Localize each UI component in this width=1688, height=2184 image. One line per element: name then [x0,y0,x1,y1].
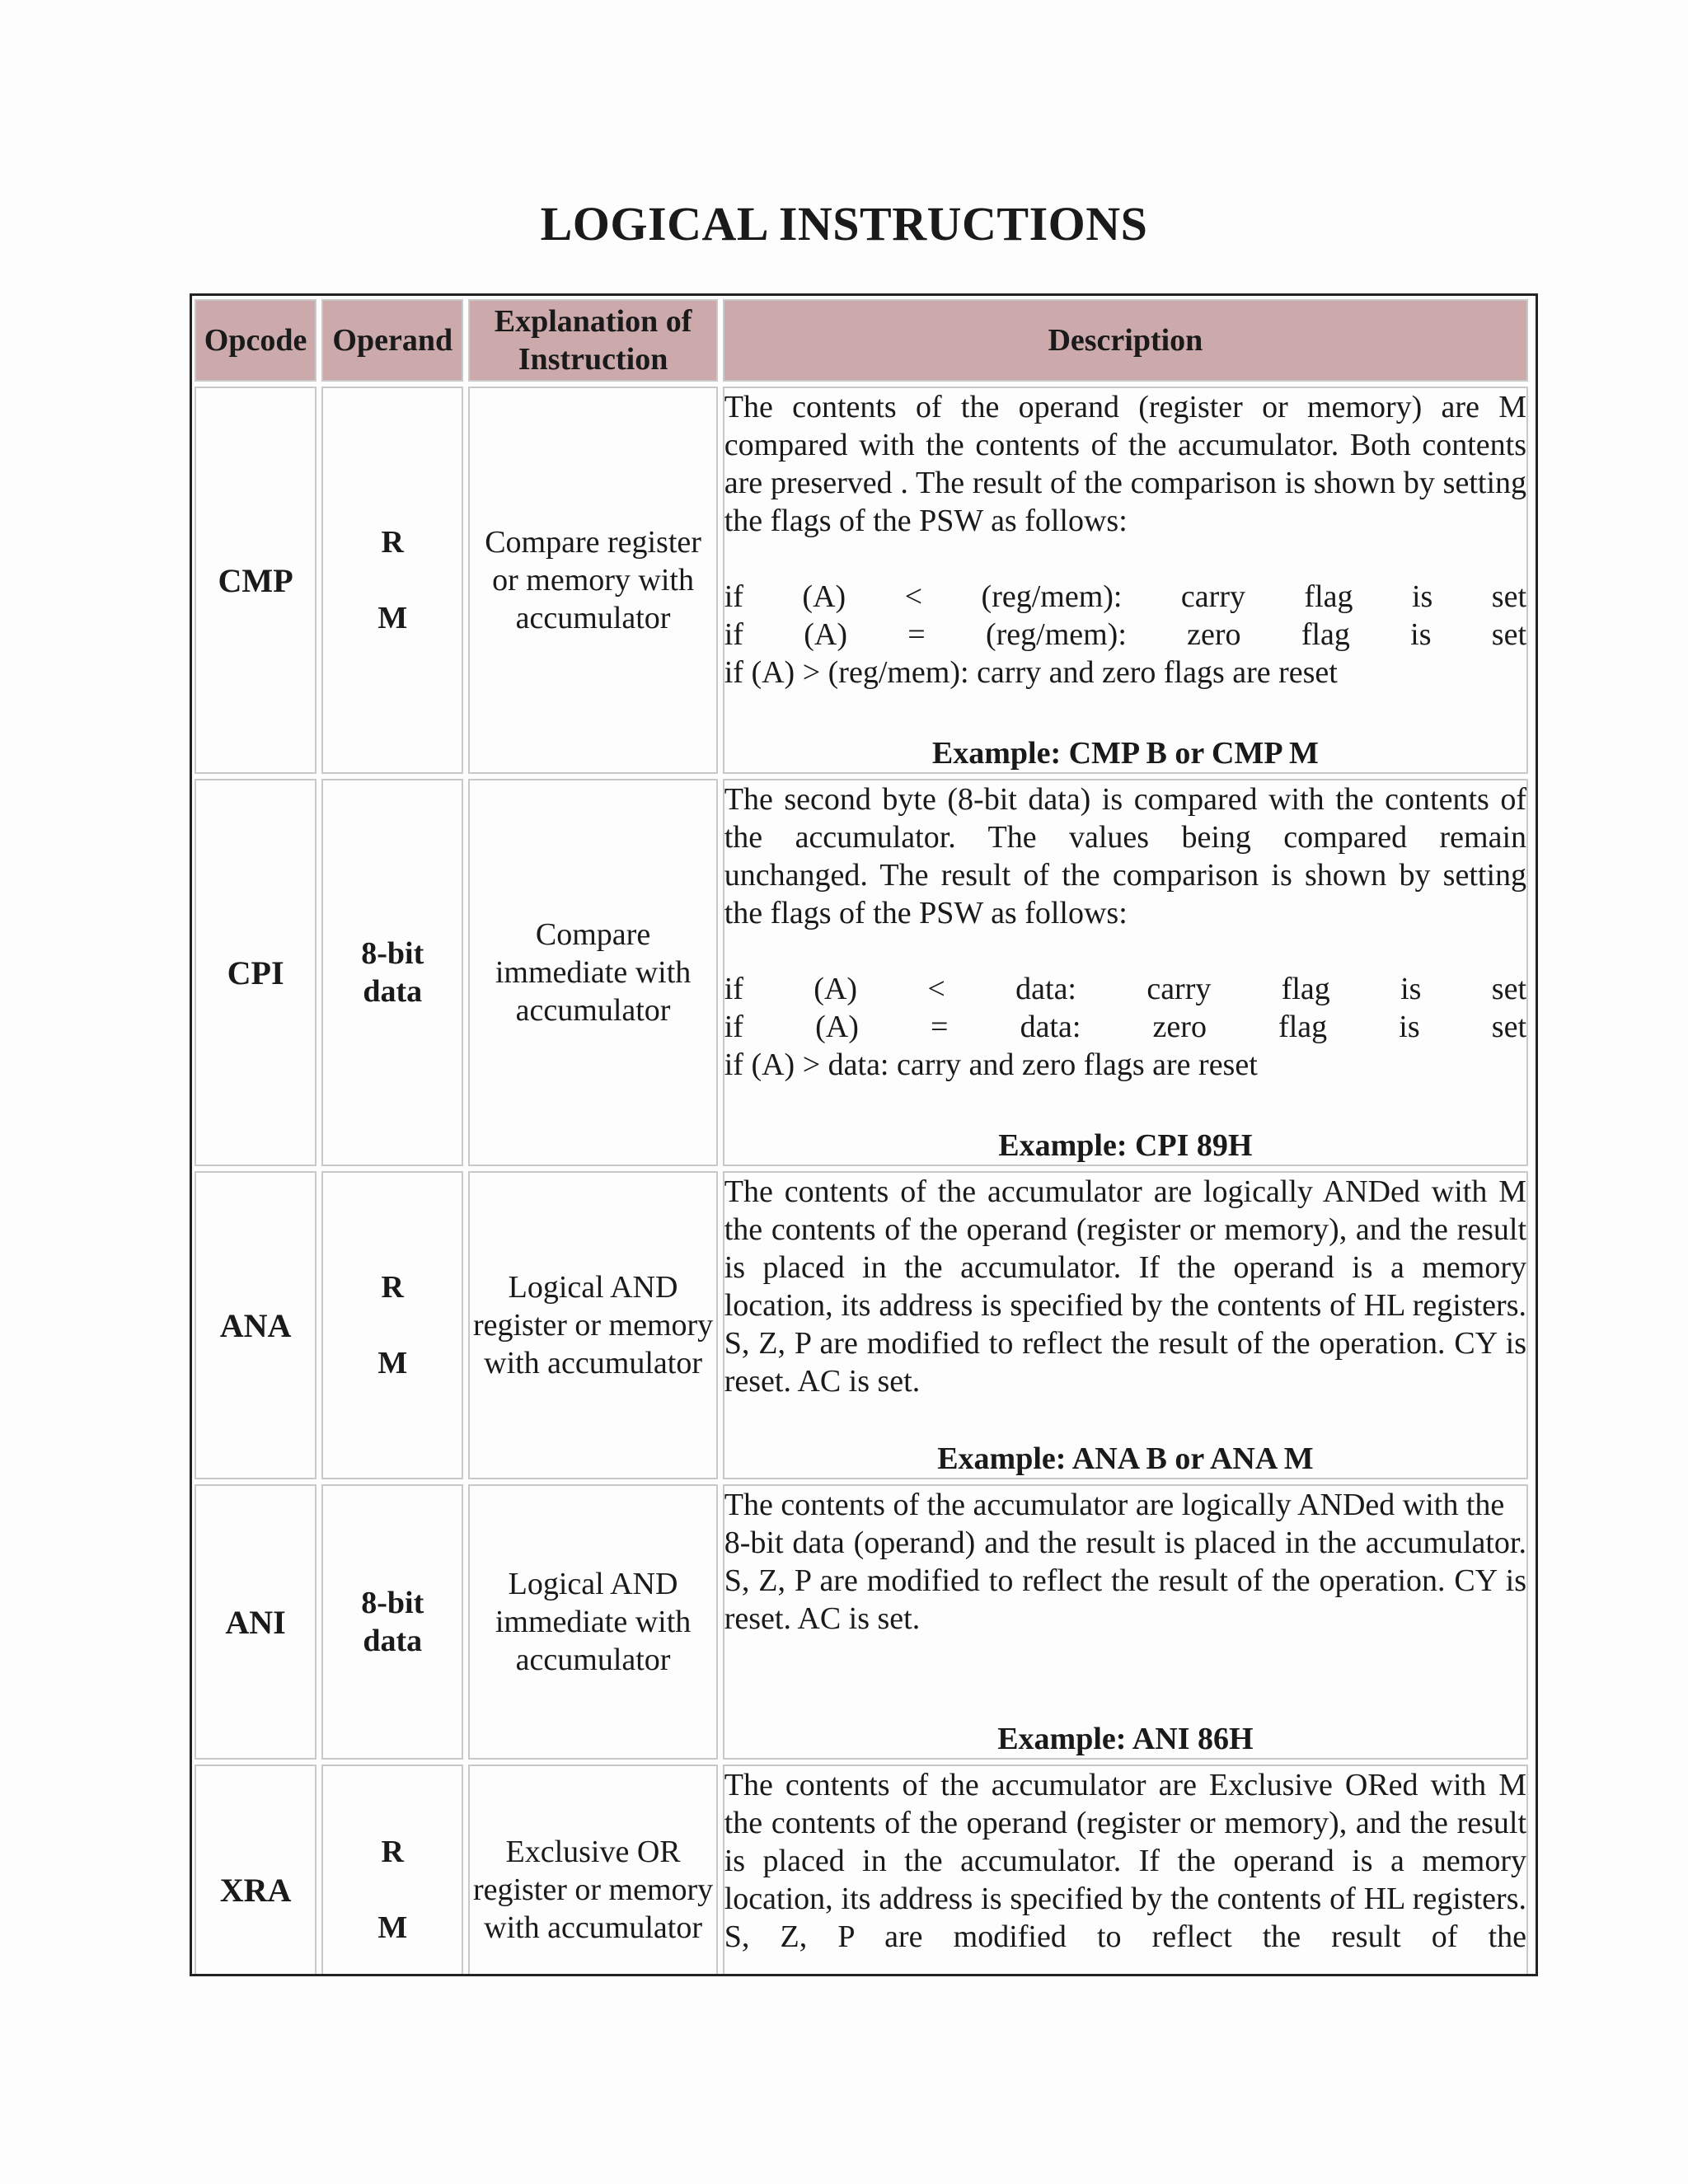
page-title: LOGICAL INSTRUCTIONS [540,197,1148,251]
description-cell [723,779,1528,1166]
flag-line: if (A) = (reg/mem): zero flag is set [724,617,1526,652]
explanation-cell: Compare immediate with accumulator [468,779,717,1166]
operand-cell [321,779,463,1166]
flag-line-last: if (A) > (reg/mem): carry and zero flags are reset [724,655,1338,690]
operand-line2: M [377,1346,408,1380]
description-text: 8-bit data (operand) and the result is placed in the accumulator. S, Z, P are modified to reflect the result of the operation. CY is reset. AC is set. [724,1526,1526,1636]
header-explanation-line2: Instruction [518,342,668,377]
header-operand: Operand [321,299,463,382]
operand-line2: M [377,601,408,635]
explanation-cell: Logical AND register or memory with accumulator [468,1171,717,1479]
example-text: Example: CMP B or CMP M [931,736,1319,771]
header-explanation [468,299,717,382]
table-row-cmp [195,387,1528,774]
table-row-ani [195,1484,1528,1760]
example-text: Example: ANI 86H [997,1722,1254,1756]
table-row-cpi [195,779,1528,1166]
operand-line1: R [381,1270,404,1305]
operand-cell [321,387,463,774]
operand-line1: 8-bit [361,1586,424,1620]
header-explanation-line1: Explanation of [494,304,692,339]
instruction-table-frame [190,293,1538,1976]
flag-line: if (A) = data: zero flag is set [724,1010,1526,1044]
header-description: Description [723,299,1528,382]
example-text: Example: CPI 89H [998,1128,1253,1163]
description-first-line: The contents of the accumulator are logically ANDed with the [724,1488,1505,1522]
operand-line2: data [363,974,423,1009]
opcode-cell: CPI [195,779,316,1166]
operand-line2: data [363,1624,423,1658]
explanation-cell: Exclusive OR register or memory with accumulator [468,1765,717,1976]
description-cell [723,1765,1528,1976]
description-text: The contents of the operand (register or memory) are M compared with the contents of the accumulator. Both contents are preserved . The result of the comparison is shown by setting the flags of the PSW as follows: [724,390,1526,538]
flag-line: if (A) < (reg/mem): carry flag is set [724,579,1526,614]
explanation-cell: Compare register or memory with accumulator [468,387,717,774]
operand-line2: M [377,1910,408,1945]
opcode-cell: ANA [195,1171,316,1479]
operand-line1: R [381,1835,404,1869]
operand-cell [321,1171,463,1479]
instruction-table [190,294,1533,1976]
operand-cell [321,1765,463,1976]
description-text: The contents of the accumulator are logically ANDed with M the contents of the operand (register or memory), and the result is placed in the accumulator. If the operand is a memory location, its address is specified by the contents of HL registers. S, Z, P are modified to reflect the result of the operation. CY is reset. AC is set. [724,1174,1526,1399]
operand-line1: 8-bit [361,936,424,971]
flag-line-last: if (A) > data: carry and zero flags are reset [724,1047,1258,1082]
description-cell [723,1484,1528,1760]
opcode-cell: CMP [195,387,316,774]
description-text: The second byte (8-bit data) is compared with the contents of the accumulator. The values being compared remain unchanged. The result of the comparison is shown by setting the flags of the PSW as follows: [724,782,1526,930]
table-row-ana [195,1171,1528,1479]
header-row [195,299,1528,382]
flag-line: if (A) < data: carry flag is set [724,972,1526,1006]
header-opcode: Opcode [195,299,316,382]
opcode-cell: XRA [195,1765,316,1976]
operand-line1: R [381,525,404,560]
operand-cell [321,1484,463,1760]
description-cell [723,1171,1528,1479]
description-cell [723,387,1528,774]
opcode-cell: ANI [195,1484,316,1760]
description-text: The contents of the accumulator are Exclusive ORed with M the contents of the operand (register or memory), and the result is placed in the accumulator. If the operand is a memory location, its address is specified by the contents of HL registers. S, Z, P are modified to reflect the result of the [724,1768,1526,1954]
table-row-xra [195,1765,1528,1976]
example-text: Example: ANA B or ANA M [937,1441,1314,1476]
explanation-cell: Logical AND immediate with accumulator [468,1484,717,1760]
